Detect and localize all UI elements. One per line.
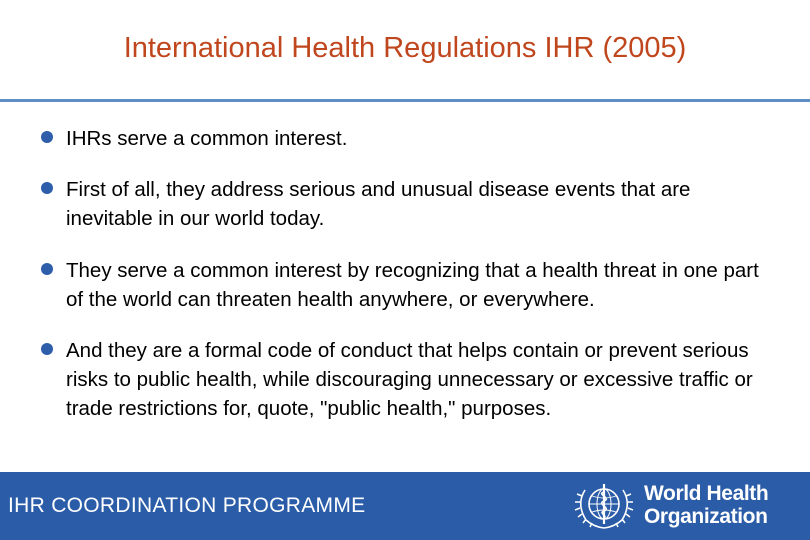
bullet-text: And they are a formal code of conduct that helps contain or prevent serious risks to public health, while discouraging unnecessary or excessive traffic or trade restrictions for, quote, "public health," purposes. xyxy=(66,339,753,420)
slide-title: International Health Regulations IHR (2005) xyxy=(123,32,687,64)
bullet-dot-icon xyxy=(41,343,53,355)
title-divider xyxy=(0,99,810,102)
bullet-text: First of all, they address serious and unusual disease events that are inevitable in our world today. xyxy=(66,178,691,230)
bullet-item xyxy=(37,256,777,314)
who-wordmark xyxy=(644,482,768,528)
bullet-item xyxy=(37,124,777,153)
bullet-dot-icon xyxy=(41,131,53,143)
org-name-line2: Organization xyxy=(644,505,768,528)
programme-name: IHR COORDINATION PROGRAMME xyxy=(8,494,366,517)
bullet-item xyxy=(37,175,777,233)
org-name-line1: World Health xyxy=(644,482,769,505)
bullet-text: IHRs serve a common interest. xyxy=(66,127,348,150)
bullet-item xyxy=(37,336,777,423)
bullet-text: They serve a common interest by recognizing that a health threat in one part of the world can threaten health anywhere, or everywhere. xyxy=(66,259,759,311)
bullet-list xyxy=(37,124,777,423)
who-emblem-icon xyxy=(570,480,638,532)
bullet-dot-icon xyxy=(41,182,53,194)
footer-bar xyxy=(0,472,810,540)
bullet-dot-icon xyxy=(41,263,53,275)
